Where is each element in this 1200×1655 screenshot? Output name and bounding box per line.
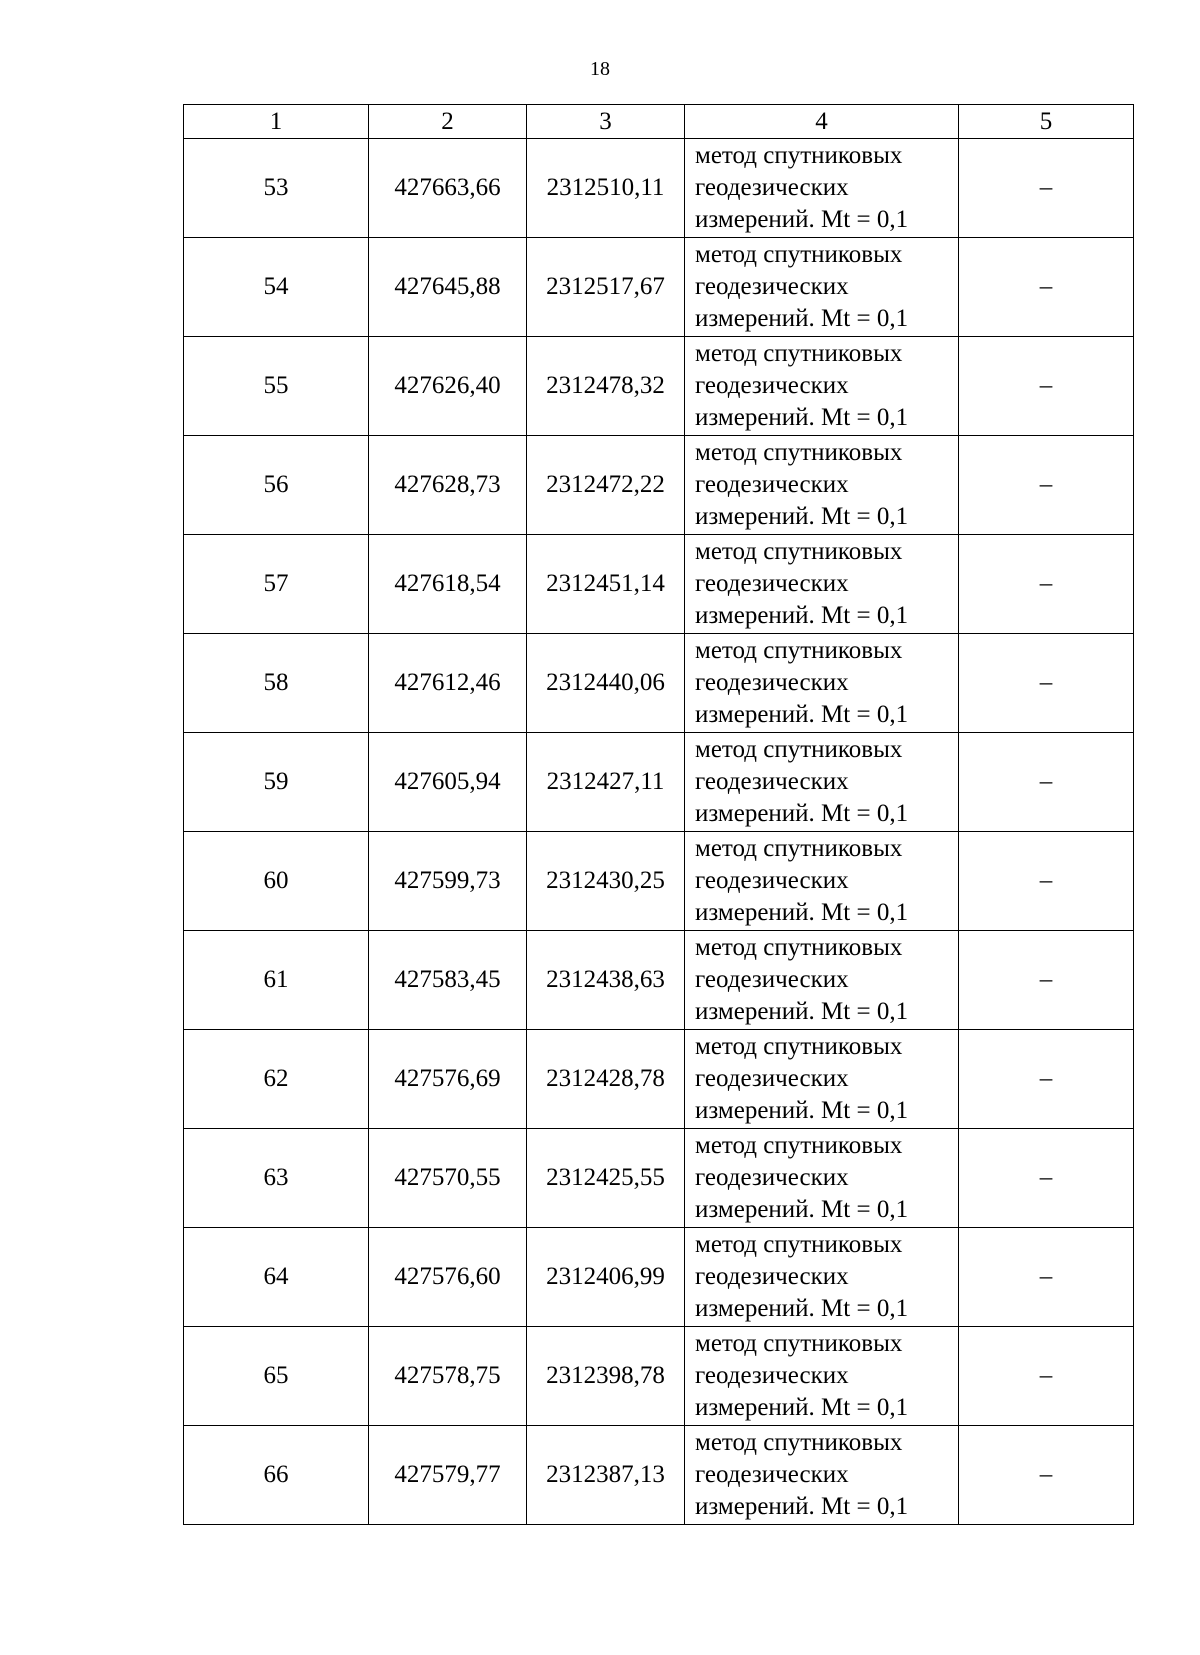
table-header bbox=[184, 105, 1134, 139]
method-line-3: измерений. Mt = 0,1 bbox=[695, 404, 909, 431]
method-line-1: метод спутниковых bbox=[695, 1033, 903, 1060]
point-number-cell: 62 bbox=[184, 1030, 369, 1129]
method-cell bbox=[685, 535, 959, 634]
table-row bbox=[184, 931, 1134, 1030]
note-cell: – bbox=[959, 1327, 1134, 1426]
method-cell bbox=[685, 238, 959, 337]
table-row bbox=[184, 1228, 1134, 1327]
note-cell: – bbox=[959, 139, 1134, 238]
note-cell: – bbox=[959, 535, 1134, 634]
x-coordinate-cell: 427626,40 bbox=[369, 337, 527, 436]
method-line-1: метод спутниковых bbox=[695, 1132, 903, 1159]
coordinates-table bbox=[183, 104, 1134, 1525]
method-line-1: метод спутниковых bbox=[695, 736, 903, 763]
y-coordinate-cell: 2312478,32 bbox=[527, 337, 685, 436]
header-col-5: 5 bbox=[959, 105, 1134, 139]
method-cell bbox=[685, 1228, 959, 1327]
method-line-1: метод спутниковых bbox=[695, 340, 903, 367]
method-line-2: геодезических bbox=[695, 1164, 849, 1191]
header-row bbox=[184, 105, 1134, 139]
method-cell bbox=[685, 1426, 959, 1525]
note-cell: – bbox=[959, 1228, 1134, 1327]
method-line-3: измерений. Mt = 0,1 bbox=[695, 1097, 909, 1124]
method-line-3: измерений. Mt = 0,1 bbox=[695, 998, 909, 1025]
x-coordinate-cell: 427570,55 bbox=[369, 1129, 527, 1228]
table-row bbox=[184, 1129, 1134, 1228]
note-cell: – bbox=[959, 931, 1134, 1030]
method-cell bbox=[685, 337, 959, 436]
method-cell bbox=[685, 832, 959, 931]
method-cell bbox=[685, 139, 959, 238]
x-coordinate-cell: 427628,73 bbox=[369, 436, 527, 535]
method-line-1: метод спутниковых bbox=[695, 1330, 903, 1357]
method-line-3: измерений. Mt = 0,1 bbox=[695, 1394, 909, 1421]
method-line-1: метод спутниковых bbox=[695, 934, 903, 961]
note-cell: – bbox=[959, 337, 1134, 436]
method-line-1: метод спутниковых bbox=[695, 241, 903, 268]
method-line-2: геодезических bbox=[695, 768, 849, 795]
note-cell: – bbox=[959, 1129, 1134, 1228]
y-coordinate-cell: 2312510,11 bbox=[527, 139, 685, 238]
point-number-cell: 63 bbox=[184, 1129, 369, 1228]
point-number-cell: 55 bbox=[184, 337, 369, 436]
x-coordinate-cell: 427579,77 bbox=[369, 1426, 527, 1525]
method-cell bbox=[685, 733, 959, 832]
point-number-cell: 58 bbox=[184, 634, 369, 733]
table-row bbox=[184, 436, 1134, 535]
method-line-2: геодезических bbox=[695, 669, 849, 696]
method-line-2: геодезических bbox=[695, 867, 849, 894]
x-coordinate-cell: 427663,66 bbox=[369, 139, 527, 238]
page-number: 18 bbox=[590, 58, 610, 80]
table-row bbox=[184, 238, 1134, 337]
y-coordinate-cell: 2312387,13 bbox=[527, 1426, 685, 1525]
method-line-3: измерений. Mt = 0,1 bbox=[695, 1196, 909, 1223]
method-line-2: геодезических bbox=[695, 1362, 849, 1389]
table-body bbox=[184, 139, 1134, 1525]
header-col-2: 2 bbox=[369, 105, 527, 139]
method-cell bbox=[685, 436, 959, 535]
x-coordinate-cell: 427576,60 bbox=[369, 1228, 527, 1327]
table-row bbox=[184, 1327, 1134, 1426]
x-coordinate-cell: 427578,75 bbox=[369, 1327, 527, 1426]
table-row bbox=[184, 337, 1134, 436]
table-row bbox=[184, 832, 1134, 931]
point-number-cell: 59 bbox=[184, 733, 369, 832]
point-number-cell: 61 bbox=[184, 931, 369, 1030]
method-line-2: геодезических bbox=[695, 1263, 849, 1290]
method-line-1: метод спутниковых bbox=[695, 142, 903, 169]
y-coordinate-cell: 2312451,14 bbox=[527, 535, 685, 634]
point-number-cell: 60 bbox=[184, 832, 369, 931]
method-line-3: измерений. Mt = 0,1 bbox=[695, 602, 909, 629]
y-coordinate-cell: 2312398,78 bbox=[527, 1327, 685, 1426]
method-line-1: метод спутниковых bbox=[695, 1429, 903, 1456]
y-coordinate-cell: 2312428,78 bbox=[527, 1030, 685, 1129]
header-col-1: 1 bbox=[184, 105, 369, 139]
point-number-cell: 64 bbox=[184, 1228, 369, 1327]
table-row bbox=[184, 634, 1134, 733]
method-line-1: метод спутниковых bbox=[695, 1231, 903, 1258]
table-row bbox=[184, 139, 1134, 238]
point-number-cell: 57 bbox=[184, 535, 369, 634]
table-row bbox=[184, 1030, 1134, 1129]
method-line-3: измерений. Mt = 0,1 bbox=[695, 206, 909, 233]
x-coordinate-cell: 427576,69 bbox=[369, 1030, 527, 1129]
note-cell: – bbox=[959, 1030, 1134, 1129]
method-line-3: измерений. Mt = 0,1 bbox=[695, 1295, 909, 1322]
x-coordinate-cell: 427645,88 bbox=[369, 238, 527, 337]
method-cell bbox=[685, 1327, 959, 1426]
method-line-3: измерений. Mt = 0,1 bbox=[695, 701, 909, 728]
y-coordinate-cell: 2312427,11 bbox=[527, 733, 685, 832]
method-cell bbox=[685, 1129, 959, 1228]
x-coordinate-cell: 427612,46 bbox=[369, 634, 527, 733]
header-col-3: 3 bbox=[527, 105, 685, 139]
method-line-2: геодезических bbox=[695, 174, 849, 201]
method-line-2: геодезических bbox=[695, 1065, 849, 1092]
note-cell: – bbox=[959, 634, 1134, 733]
header-col-4: 4 bbox=[685, 105, 959, 139]
note-cell: – bbox=[959, 436, 1134, 535]
method-line-3: измерений. Mt = 0,1 bbox=[695, 503, 909, 530]
y-coordinate-cell: 2312440,06 bbox=[527, 634, 685, 733]
method-line-2: геодезических bbox=[695, 966, 849, 993]
y-coordinate-cell: 2312472,22 bbox=[527, 436, 685, 535]
method-cell bbox=[685, 1030, 959, 1129]
table-row bbox=[184, 1426, 1134, 1525]
x-coordinate-cell: 427618,54 bbox=[369, 535, 527, 634]
note-cell: – bbox=[959, 238, 1134, 337]
method-line-1: метод спутниковых bbox=[695, 637, 903, 664]
method-line-3: измерений. Mt = 0,1 bbox=[695, 800, 909, 827]
y-coordinate-cell: 2312438,63 bbox=[527, 931, 685, 1030]
table-row bbox=[184, 733, 1134, 832]
note-cell: – bbox=[959, 733, 1134, 832]
x-coordinate-cell: 427605,94 bbox=[369, 733, 527, 832]
method-line-3: измерений. Mt = 0,1 bbox=[695, 305, 909, 332]
method-cell bbox=[685, 634, 959, 733]
method-line-2: геодезических bbox=[695, 471, 849, 498]
point-number-cell: 65 bbox=[184, 1327, 369, 1426]
table-row bbox=[184, 535, 1134, 634]
method-line-2: геодезических bbox=[695, 1461, 849, 1488]
y-coordinate-cell: 2312406,99 bbox=[527, 1228, 685, 1327]
point-number-cell: 66 bbox=[184, 1426, 369, 1525]
method-line-3: измерений. Mt = 0,1 bbox=[695, 899, 909, 926]
y-coordinate-cell: 2312430,25 bbox=[527, 832, 685, 931]
x-coordinate-cell: 427583,45 bbox=[369, 931, 527, 1030]
method-line-2: геодезических bbox=[695, 273, 849, 300]
point-number-cell: 53 bbox=[184, 139, 369, 238]
note-cell: – bbox=[959, 1426, 1134, 1525]
y-coordinate-cell: 2312517,67 bbox=[527, 238, 685, 337]
point-number-cell: 56 bbox=[184, 436, 369, 535]
method-line-1: метод спутниковых bbox=[695, 835, 903, 862]
x-coordinate-cell: 427599,73 bbox=[369, 832, 527, 931]
method-line-1: метод спутниковых bbox=[695, 538, 903, 565]
method-line-2: геодезических bbox=[695, 570, 849, 597]
method-line-2: геодезических bbox=[695, 372, 849, 399]
y-coordinate-cell: 2312425,55 bbox=[527, 1129, 685, 1228]
point-number-cell: 54 bbox=[184, 238, 369, 337]
method-cell bbox=[685, 931, 959, 1030]
method-line-1: метод спутниковых bbox=[695, 439, 903, 466]
note-cell: – bbox=[959, 832, 1134, 931]
method-line-3: измерений. Mt = 0,1 bbox=[695, 1493, 909, 1520]
